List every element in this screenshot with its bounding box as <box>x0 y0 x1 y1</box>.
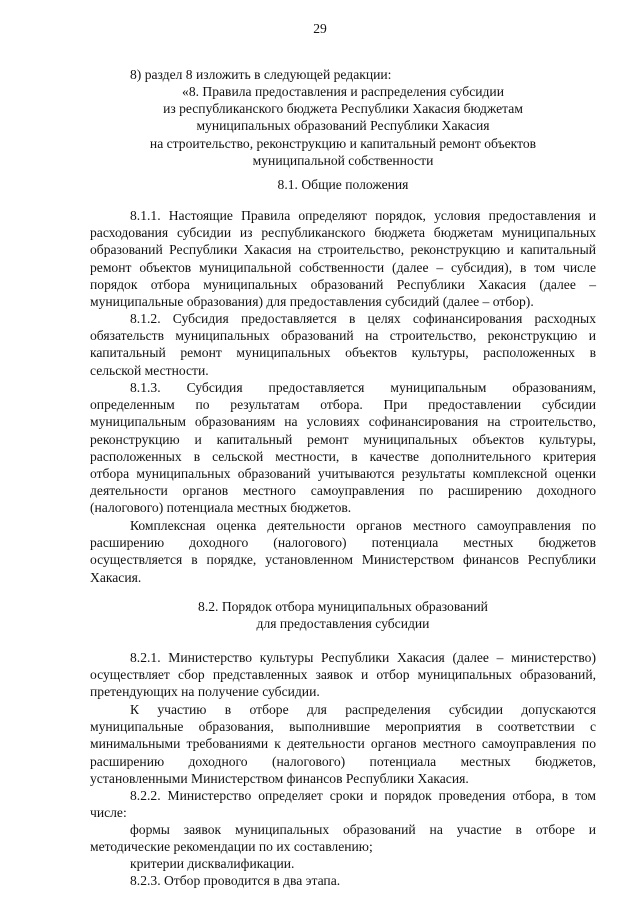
heading-line: 8.2. Порядок отбора муниципальных образований <box>198 599 488 614</box>
text-line: муниципальным образованиям на условиях софинансирования на строительство, <box>90 414 596 430</box>
paragraph-application-forms <box>90 821 596 855</box>
text-line: ремонт объектов муниципальной собственности (далее – субсидия), в том числе <box>90 259 596 275</box>
text-line: 8.1.1. Настоящие Правила определяют порядок, условия предоставления и <box>130 208 596 223</box>
paragraph-disqualification: критерии дисквалификации. <box>130 856 295 871</box>
section-title <box>90 83 596 169</box>
text-line: осуществляется в порядке, установленном Министерством финансов Республики <box>90 552 596 568</box>
paragraph-8-2-3: 8.2.3. Отбор проводится в два этапа. <box>130 873 341 888</box>
text-line: минимальными требованиями к деятельности органов местного самоуправления по <box>90 736 596 752</box>
paragraph-8-2-2 <box>90 787 596 821</box>
text-line: методические рекомендации по их составлению; <box>90 839 373 855</box>
text-line: деятельности органов местного самоуправления по расширению доходного <box>90 483 596 499</box>
text-line: обязательств муниципальных образований на строительство, реконструкцию и <box>90 328 596 344</box>
text-line: реконструкцию и капитальный ремонт муниципальных объектов культуры, <box>90 431 596 447</box>
paragraph-8-1-3 <box>90 379 596 517</box>
intro-line: 8) раздел 8 изложить в следующей редакции: <box>130 67 392 82</box>
heading-line: для предоставления субсидии <box>256 616 430 632</box>
paragraph-8-1-1 <box>90 207 596 310</box>
page-number: 29 <box>313 21 327 36</box>
text-line: образований Республики Хакасия на строительство, реконструкцию и капитальный <box>90 242 596 258</box>
text-line: муниципальные образования, выполнившие мероприятия в соответствии с <box>90 719 596 735</box>
text-line: установленными Министерством финансов Республики Хакасия. <box>90 770 469 786</box>
text-line: капитальный ремонт муниципальных объектов культуры, расположенных в <box>90 345 596 361</box>
paragraph-complex-assessment <box>90 517 596 586</box>
text-line: отбора муниципальных образований учитываются результаты комплексной оценки <box>90 466 596 482</box>
text-line: (налогового) потенциала местных бюджетов. <box>90 500 352 516</box>
text-line: порядок отбора муниципальных образований Республики Хакасия (далее – <box>90 276 596 292</box>
heading-8-1: 8.1. Общие положения <box>277 177 409 192</box>
title-line: муниципальной собственности <box>252 152 434 168</box>
title-line: из республиканского бюджета Республики Хакасия бюджетам <box>163 101 523 117</box>
text-line: 8.2.1. Министерство культуры Республики Хакасия (далее – министерство) <box>130 650 596 665</box>
text-line: 8.2.2. Министерство определяет сроки и порядок проведения отбора, в том <box>130 788 596 803</box>
text-line: расширению доходного (налогового) потенциала местных бюджетов, <box>90 753 596 769</box>
text-line: числе: <box>90 805 127 821</box>
text-line: формы заявок муниципальных образований на участие в отборе и <box>130 822 596 837</box>
text-line: Комплексная оценка деятельности органов местного самоуправления по <box>130 518 596 533</box>
paragraph-8-2-1 <box>90 649 596 701</box>
text-line: осуществляет сбор представленных заявок и отбор муниципальных образований, <box>90 667 596 683</box>
paragraph-8-1-2 <box>90 310 596 379</box>
title-line: «8. Правила предоставления и распределения субсидии <box>182 84 504 99</box>
title-line: муниципальных образований Республики Хакасия <box>196 118 490 134</box>
text-line: 8.1.3. Субсидия предоставляется муниципальным образованиям, <box>130 380 596 395</box>
text-line: расходования субсидии из республиканского бюджета бюджетам муниципальных <box>90 225 596 241</box>
text-line: 8.1.2. Субсидия предоставляется в целях софинансирования расходных <box>130 311 596 326</box>
paragraph-admission <box>90 701 596 787</box>
text-line: муниципальные образования) для предоставления субсидий (далее – отбор). <box>90 294 534 310</box>
text-line: Хакасия. <box>90 569 142 585</box>
text-line: расширению доходного (налогового) потенциала местных бюджетов <box>90 535 596 551</box>
text-line: определенным по результатам отбора. При предоставлении субсидии <box>90 397 596 413</box>
text-line: сельской местности. <box>90 362 209 378</box>
heading-8-2 <box>90 598 596 632</box>
text-line: К участию в отборе для распределения субсидии допускаются <box>130 702 596 717</box>
text-line: расположенных в сельской местности, в качестве дополнительного критерия <box>90 448 596 464</box>
text-line: претендующих на получение субсидии. <box>90 684 320 700</box>
title-line: на строительство, реконструкцию и капитальный ремонт объектов <box>149 135 537 151</box>
